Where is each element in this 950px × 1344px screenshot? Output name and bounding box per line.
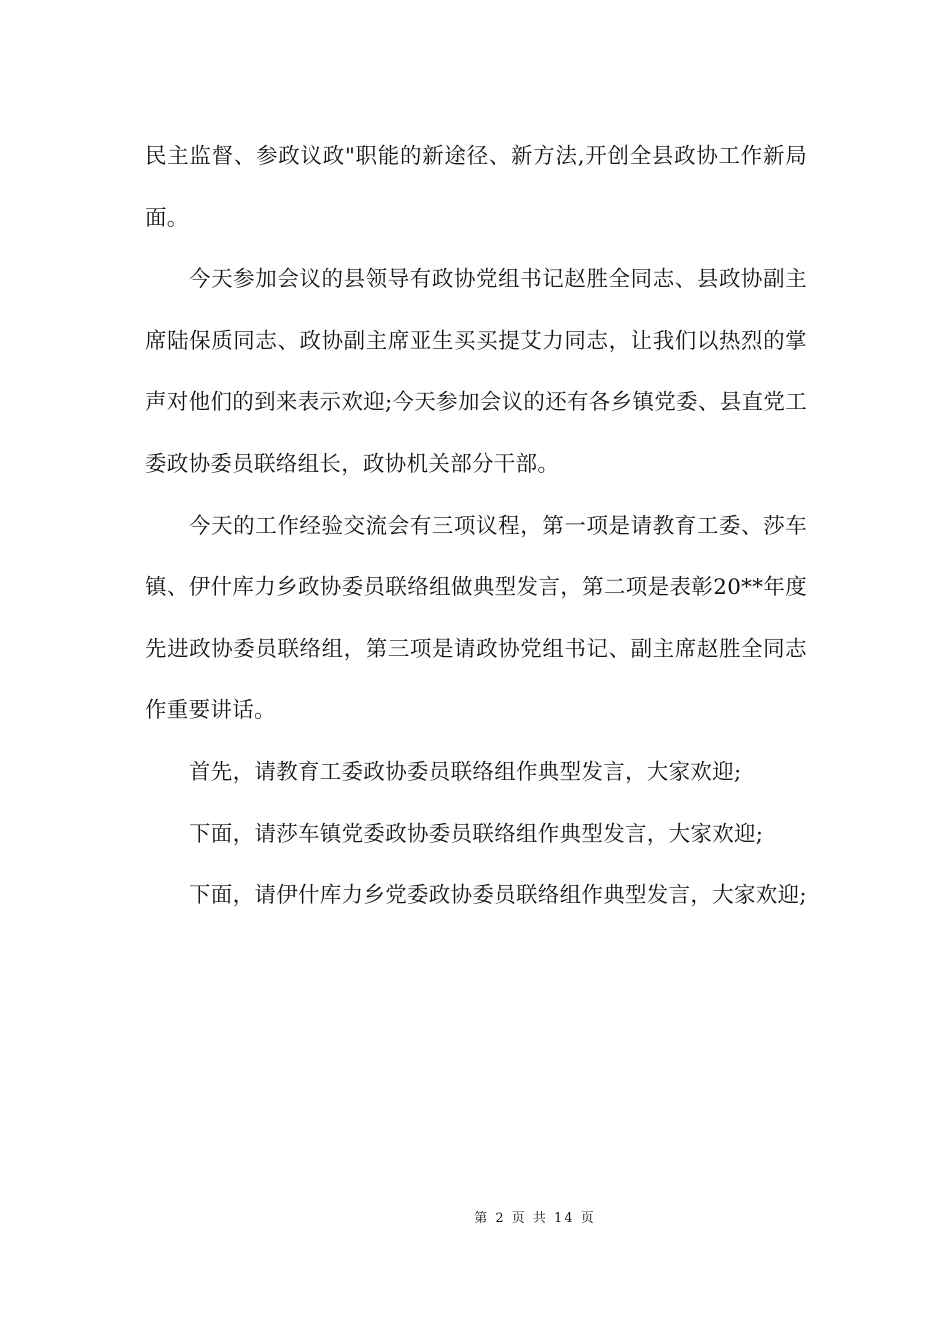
paragraph-second-speaker: 下面，请莎车镇党委政协委员联络组作典型发言，大家欢迎; xyxy=(189,821,764,847)
document-body xyxy=(145,126,807,927)
paragraph-first-speaker: 首先，请教育工委政协委员联络组作典型发言，大家欢迎; xyxy=(189,759,742,785)
paragraph-continuation: 民主监督、参政议政"职能的新途径、新方法,开创全县政协工作新局面。 xyxy=(145,144,807,231)
paragraph-attending-leaders: 今天参加会议的县领导有政协党组书记赵胜全同志、县政协副主席陆保质同志、政协副主席亚生买买提艾力同志，让我们以热烈的掌声对他们的到来表示欢迎;今天参加会议的还有各乡镇党委、县直党工委政协委员联络组长，政协机关部分干部。 xyxy=(145,267,807,477)
page-number: 第 2 页 共 14 页 xyxy=(474,1211,596,1226)
page-footer xyxy=(0,1207,950,1226)
paragraph-agenda: 今天的工作经验交流会有三项议程，第一项是请教育工委、莎车镇、伊什库力乡政协委员联络组做典型发言，第二项是表彰20**年度先进政协委员联络组，第三项是请政协党组书记、副主席赵胜全同志作重要讲话。 xyxy=(145,513,807,724)
paragraph-third-speaker: 下面，请伊什库力乡党委政协委员联络组作典型发言，大家欢迎; xyxy=(189,883,807,909)
